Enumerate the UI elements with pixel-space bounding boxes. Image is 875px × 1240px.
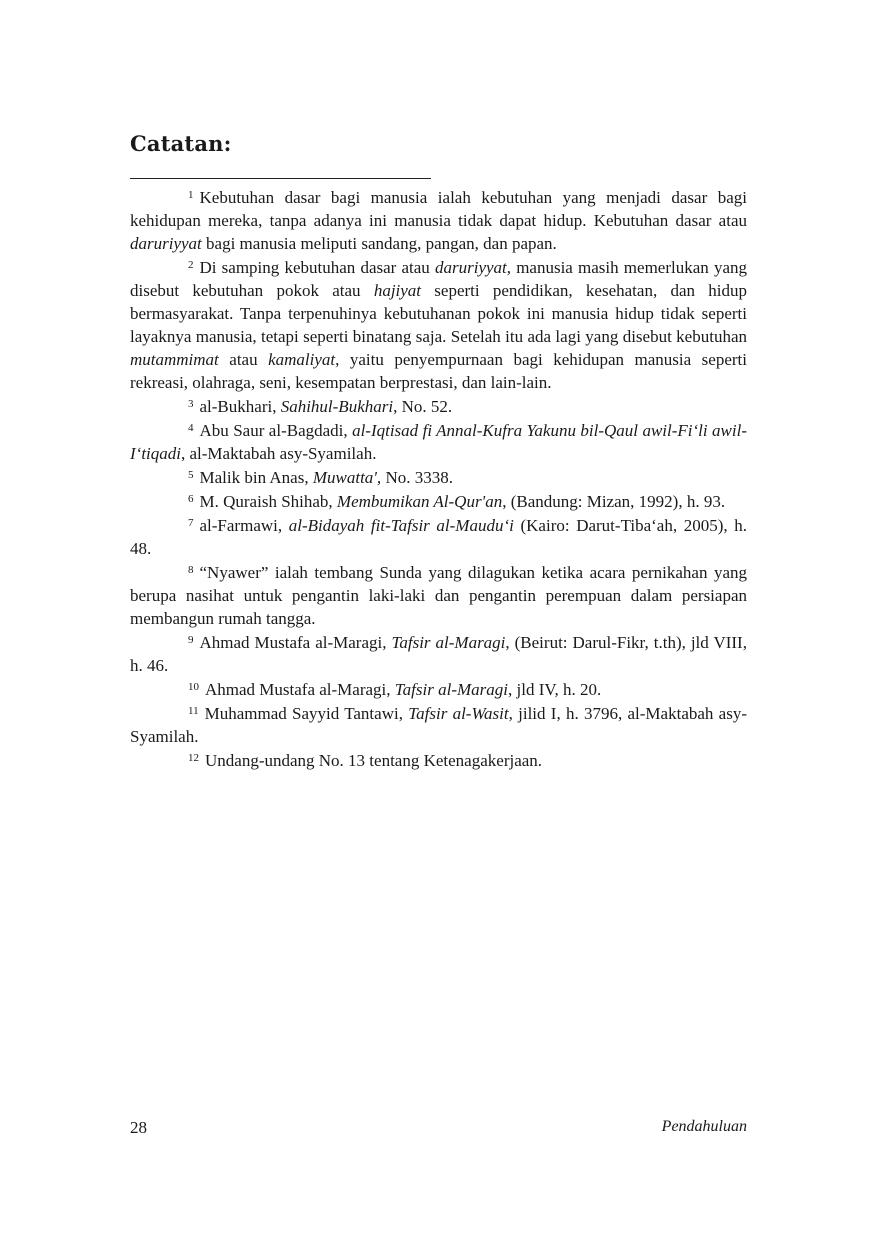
footnote-text: , (Beirut: Darul-Fikr, t.th), jld VIII, h. 46. bbox=[130, 633, 747, 675]
footnote-number: 3 bbox=[188, 398, 194, 410]
footnote-title: Sahihul-Bukhari bbox=[280, 397, 394, 416]
footnote-text: Ahmad Mustafa al-Maragi, bbox=[205, 680, 395, 699]
footnote-text: , al-Maktabah asy-Syamilah. bbox=[181, 444, 377, 463]
footnote bbox=[130, 466, 747, 489]
footnote-title: Tafsir al-Maragi bbox=[391, 633, 506, 652]
footnote-text: al-Bukhari, bbox=[199, 397, 281, 416]
footnote-text: , No. 52. bbox=[393, 397, 453, 416]
footnote bbox=[130, 561, 747, 630]
footnote-text: , jld IV, h. 20. bbox=[508, 680, 602, 699]
footnote-number: 2 bbox=[188, 259, 194, 271]
footnote-text: Kebutuhan dasar bagi manusia ialah kebutuhan yang menjadi dasar bagi kehidupan mereka, tanpa adanya ini manusia tidak dapat hidup. Kebutuhan dasar atau bbox=[130, 188, 747, 230]
footnote-number: 7 bbox=[188, 517, 194, 529]
footnote-title: mutammimat bbox=[130, 350, 219, 369]
footnote-title: al-Iqtisad fi Annal-Kufra Yakunu bil-Qaul awil-Fi‘li awil-I‘tiqadi bbox=[130, 421, 747, 463]
footnote-title: hajiyat bbox=[373, 281, 422, 300]
footnote-number: 10 bbox=[188, 681, 199, 693]
footnote-text: atau bbox=[218, 350, 269, 369]
footnote-number: 5 bbox=[188, 469, 194, 481]
footnote bbox=[130, 186, 747, 255]
footnote-text: , manusia masih memerlukan yang disebut kebutuhan pokok atau bbox=[130, 258, 747, 300]
footnote bbox=[130, 702, 747, 748]
footnote-text: M. Quraish Shihab, bbox=[199, 492, 337, 511]
footnote-text: “Nyawer” ialah tembang Sunda yang dilagukan ketika acara pernikahan yang berupa nasihat untuk pengantin laki-laki dan pengantin perempuan dalam persiapan membangun rumah tangga. bbox=[130, 563, 747, 628]
footnote-text: Di samping kebutuhan dasar atau bbox=[199, 258, 435, 277]
footnote-text: Malik bin Anas, bbox=[199, 468, 313, 487]
footnote bbox=[130, 678, 747, 701]
footnote-number: 8 bbox=[188, 564, 194, 576]
running-title: Pendahuluan bbox=[661, 1118, 747, 1135]
footnote-title: Tafsir al-Maragi bbox=[394, 680, 508, 699]
footnote-text: Muhammad Sayyid Tantawi, bbox=[204, 704, 409, 723]
footnote bbox=[130, 514, 747, 560]
footnote bbox=[130, 631, 747, 677]
section-heading: Catatan: bbox=[130, 131, 232, 156]
footnote-number: 12 bbox=[188, 752, 199, 764]
footnote-text: Abu Saur al-Bagdadi, bbox=[199, 421, 353, 440]
footnote-text: bagi manusia meliputi sandang, pangan, dan papan. bbox=[201, 234, 557, 253]
footnote-text: Ahmad Mustafa al-Maragi, bbox=[199, 633, 392, 652]
footnote-text: seperti pendidikan, kesehatan, dan hidup bermasyarakat. Tanpa terpenuhinya kebutuhanan pokok ini manusia hidup tidak seperti layaknya manusia, tetapi seperti binatang saja. Setelah itu ada lagi yang disebut kebutuhan bbox=[130, 281, 747, 346]
footnote-number: 1 bbox=[188, 189, 194, 201]
footnote-text: al-Farmawi, bbox=[199, 516, 289, 535]
footnote-title: kamaliyat bbox=[268, 350, 336, 369]
footnote-number: 4 bbox=[188, 422, 194, 434]
page-footer bbox=[130, 1118, 747, 1142]
footnote-title: daruriyyat bbox=[434, 258, 507, 277]
footnote-number: 11 bbox=[188, 705, 199, 717]
footnote-number: 9 bbox=[188, 634, 194, 646]
footnote bbox=[130, 490, 747, 513]
footnote bbox=[130, 749, 747, 772]
footnote bbox=[130, 419, 747, 465]
footnote bbox=[130, 256, 747, 394]
footnote-number: 6 bbox=[188, 493, 194, 505]
page-number: 28 bbox=[130, 1118, 147, 1137]
footnote-text: No. 3338. bbox=[381, 468, 453, 487]
footnote-title: Muwatta', bbox=[312, 468, 382, 487]
footnote-title: al-Bidayah fit-Tafsir al-Maudu‘i bbox=[288, 516, 514, 535]
footnote-text: Undang-undang No. 13 tentang Ketenagakerjaan. bbox=[205, 751, 543, 770]
footnote-text: (Kairo: Darut-Tiba‘ah, 2005), h. 48. bbox=[130, 516, 747, 558]
footnote-text: , jilid I, h. 3796, al-Maktabah asy-Syamilah. bbox=[130, 704, 747, 746]
footnote-divider bbox=[130, 178, 431, 179]
footnote-text: , (Bandung: Mizan, 1992), h. 93. bbox=[502, 492, 726, 511]
footnote-text: , yaitu penyempurnaan bagi kehidupan manusia seperti rekreasi, olahraga, seni, kesempatan berprestasi, dan lain-lain. bbox=[130, 350, 747, 392]
footnote-title: Tafsir al-Wasit bbox=[408, 704, 509, 723]
footnote-title: daruriyyat bbox=[130, 234, 202, 253]
footnote-list bbox=[130, 186, 747, 773]
footnote-title: Membumikan Al-Qur'an bbox=[336, 492, 503, 511]
footnote bbox=[130, 395, 747, 418]
